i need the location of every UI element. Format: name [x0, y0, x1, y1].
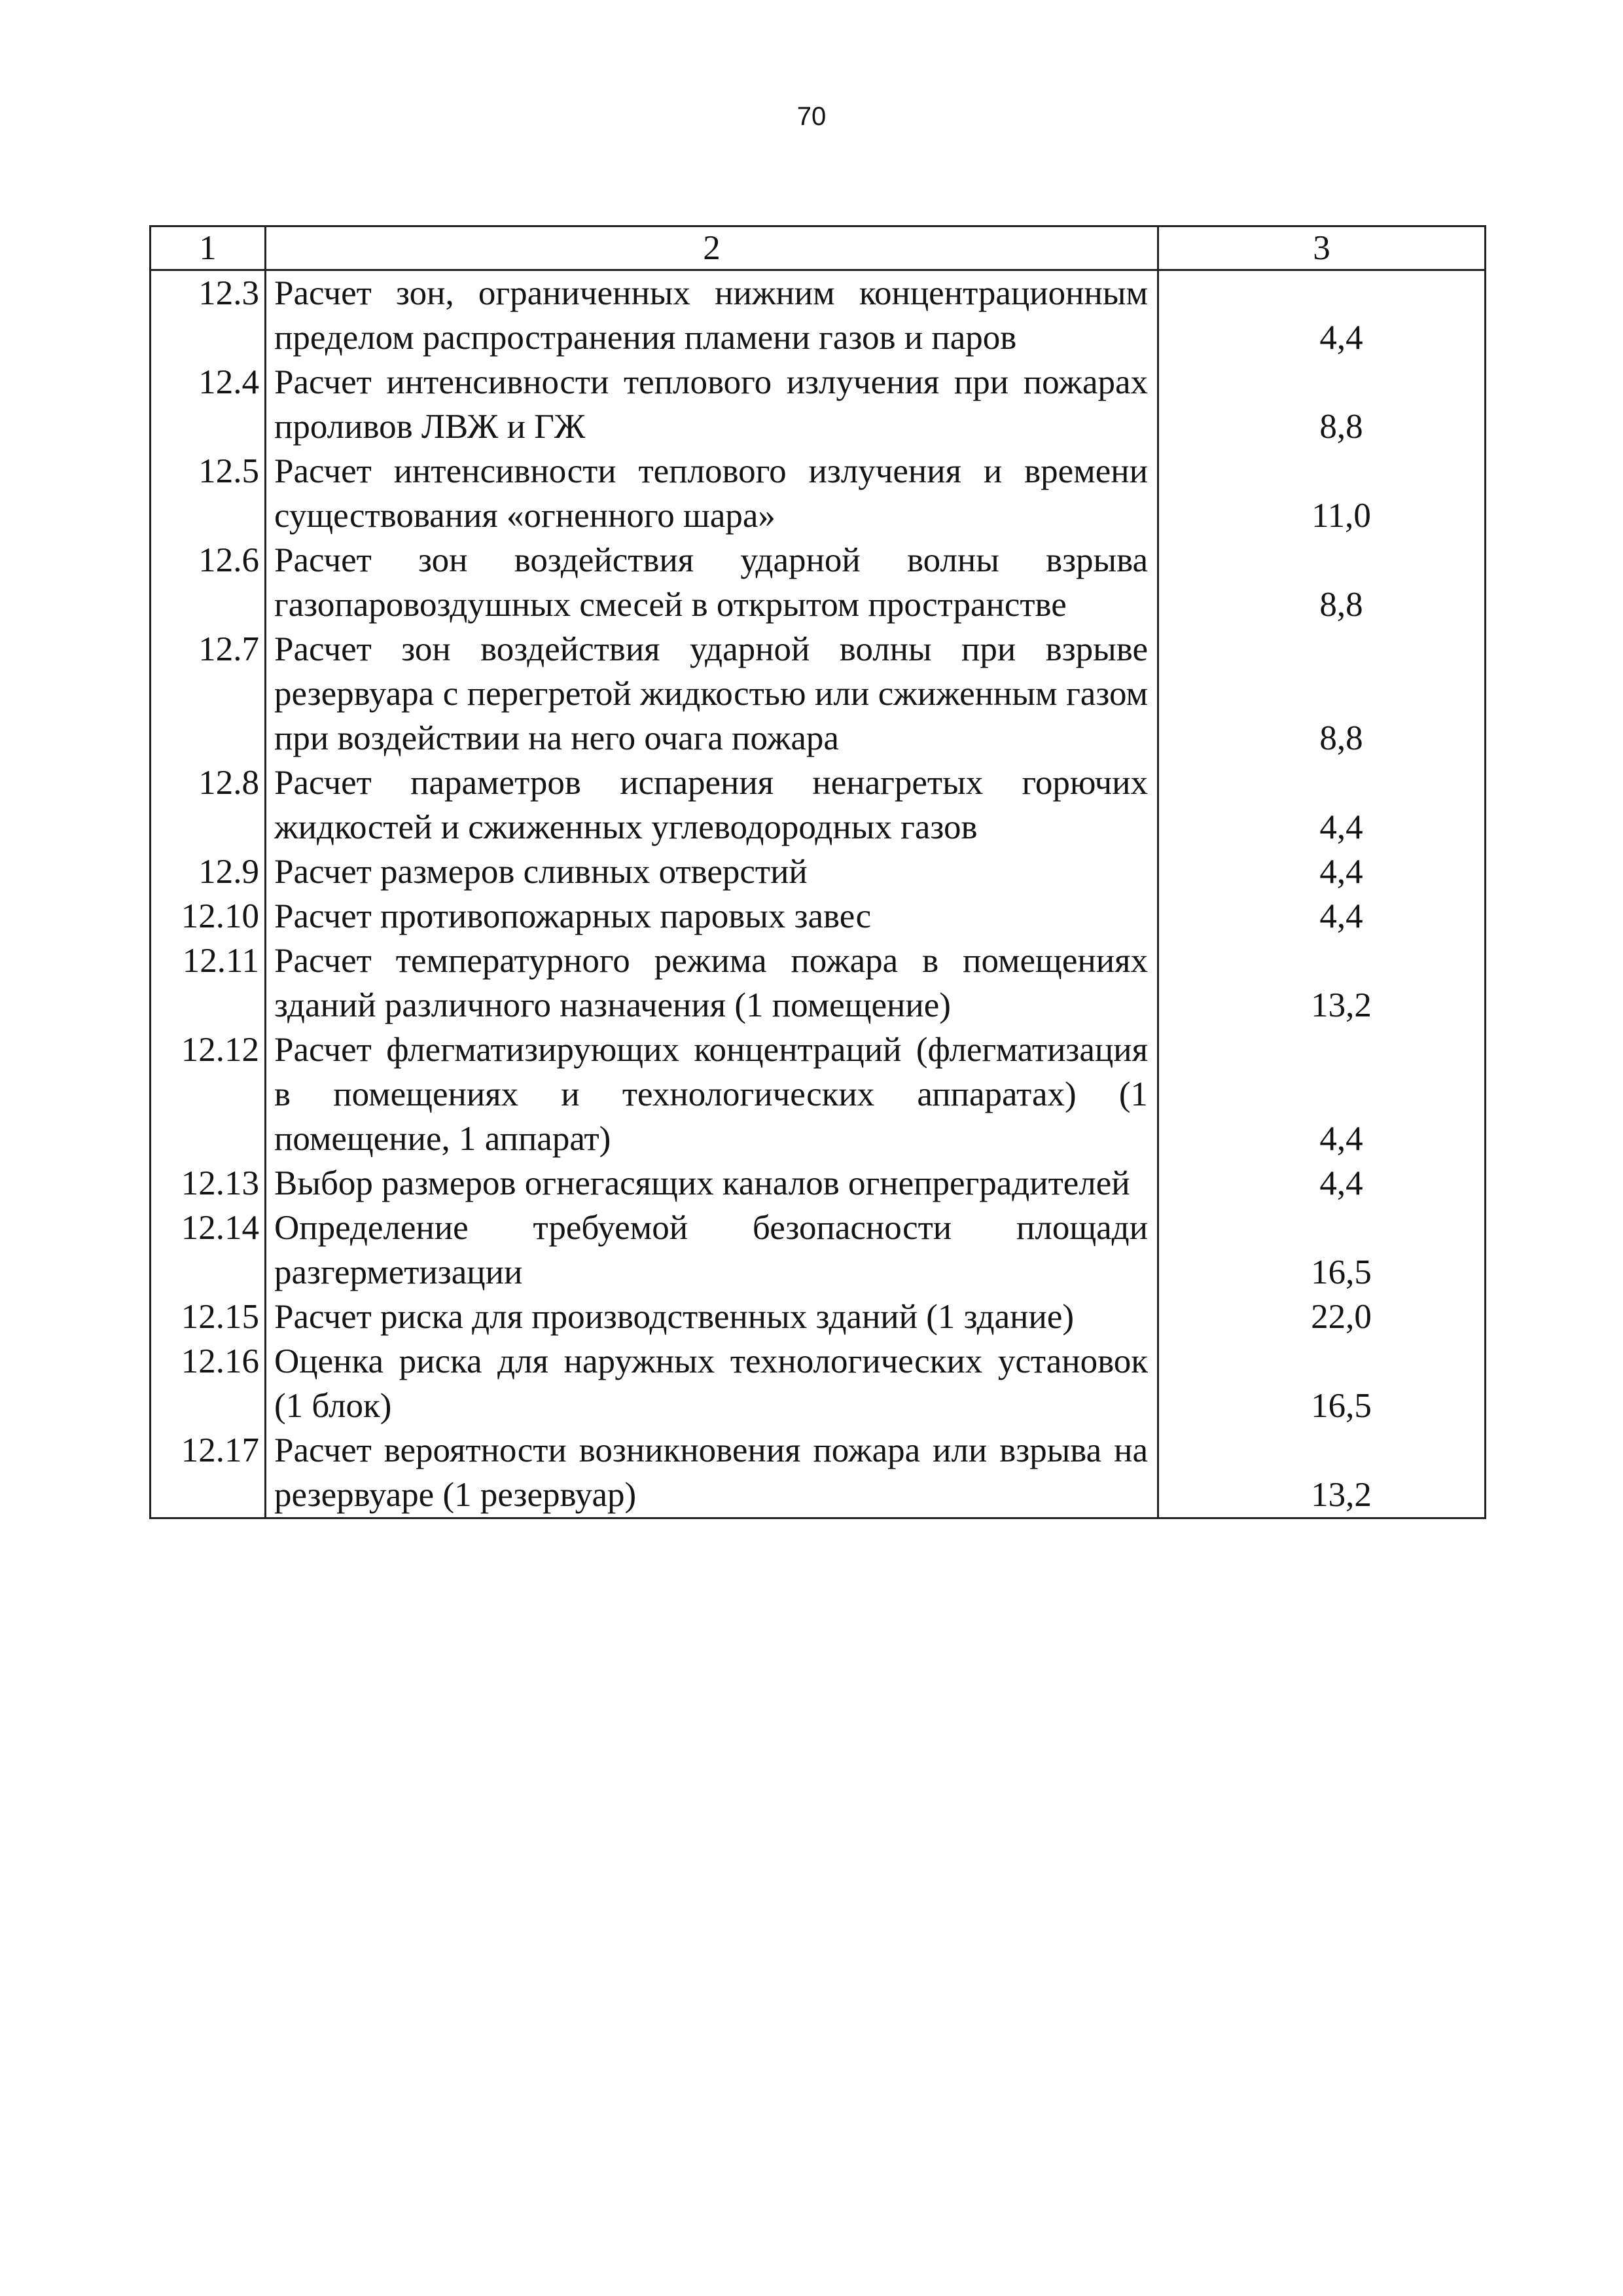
table-row: [151, 1339, 1486, 1428]
row-name: Расчет противопожарных паровых завес: [266, 894, 1158, 939]
row-number: 12.9: [151, 850, 266, 894]
row-number: 12.5: [151, 449, 266, 538]
row-name: Расчет температурного режима пожара в помещениях зданий различного назначения (1 помещение): [266, 939, 1158, 1028]
row-name: Расчет флегматизирующих концентраций (флегматизация в помещениях и технологических аппаратах) (1 помещение, 1 аппарат): [266, 1028, 1158, 1161]
row-number: 12.15: [151, 1295, 266, 1339]
row-value: 4,4: [1158, 761, 1486, 850]
row-value: 13,2: [1158, 1428, 1486, 1518]
row-number: 12.3: [151, 270, 266, 361]
row-number: 12.17: [151, 1428, 266, 1518]
row-name: Расчет зон воздействия ударной волны при взрыве резервуара с перегретой жидкостью или сжиженным газом при воздействии на него очага пожара: [266, 627, 1158, 761]
column-header-name: 2: [266, 226, 1158, 270]
row-value: 8,8: [1158, 538, 1486, 627]
row-name: Расчет интенсивности теплового излучения и времени существования «огненного шара»: [266, 449, 1158, 538]
row-number: 12.6: [151, 538, 266, 627]
row-number: 12.11: [151, 939, 266, 1028]
table-row: [151, 850, 1486, 894]
row-value: 22,0: [1158, 1295, 1486, 1339]
row-value: 4,4: [1158, 1028, 1486, 1161]
row-value: 4,4: [1158, 1161, 1486, 1206]
row-number: 12.10: [151, 894, 266, 939]
row-name: Оценка риска для наружных технологических установок (1 блок): [266, 1339, 1158, 1428]
row-name: Расчет параметров испарения ненагретых горючих жидкостей и сжиженных углеводородных газов: [266, 761, 1158, 850]
table-row: [151, 1028, 1486, 1161]
row-value: 4,4: [1158, 270, 1486, 361]
row-name: Определение требуемой безопасности площади разгерметизации: [266, 1206, 1158, 1295]
column-header-number: 1: [151, 226, 266, 270]
table-row: [151, 894, 1486, 939]
row-name: Расчет зон, ограниченных нижним концентрационным пределом распространения пламени газов и паров: [266, 270, 1158, 361]
table-row: [151, 1295, 1486, 1339]
row-number: 12.8: [151, 761, 266, 850]
table-row: [151, 761, 1486, 850]
row-value: 4,4: [1158, 894, 1486, 939]
row-value: 8,8: [1158, 627, 1486, 761]
row-name: Расчет размеров сливных отверстий: [266, 850, 1158, 894]
table-row: [151, 939, 1486, 1028]
row-value: 4,4: [1158, 850, 1486, 894]
row-number: 12.4: [151, 360, 266, 449]
row-value: 13,2: [1158, 939, 1486, 1028]
table-row: [151, 1206, 1486, 1295]
page-number: 70: [796, 102, 827, 131]
price-table: [149, 225, 1486, 1519]
table-row: [151, 449, 1486, 538]
table-body: [151, 270, 1486, 1518]
table-row: [151, 627, 1486, 761]
row-name: Расчет зон воздействия ударной волны взрыва газопаровоздушных смесей в открытом пространстве: [266, 538, 1158, 627]
table-row: [151, 1161, 1486, 1206]
table-header: [151, 226, 1486, 270]
row-number: 12.13: [151, 1161, 266, 1206]
table-row: [151, 538, 1486, 627]
header-row: [151, 226, 1486, 270]
row-value: 11,0: [1158, 449, 1486, 538]
row-name: Расчет интенсивности теплового излучения при пожарах проливов ЛВЖ и ГЖ: [266, 360, 1158, 449]
table-row: [151, 270, 1486, 361]
table-row: [151, 360, 1486, 449]
column-header-value: 3: [1158, 226, 1486, 270]
row-number: 12.14: [151, 1206, 266, 1295]
row-number: 12.12: [151, 1028, 266, 1161]
row-value: 16,5: [1158, 1339, 1486, 1428]
row-value: 16,5: [1158, 1206, 1486, 1295]
table-row: [151, 1428, 1486, 1518]
row-number: 12.7: [151, 627, 266, 761]
row-name: Расчет вероятности возникновения пожара или взрыва на резервуаре (1 резервуар): [266, 1428, 1158, 1518]
row-value: 8,8: [1158, 360, 1486, 449]
row-number: 12.16: [151, 1339, 266, 1428]
row-name: Выбор размеров огнегасящих каналов огнепреградителей: [266, 1161, 1158, 1206]
row-name: Расчет риска для производственных зданий (1 здание): [266, 1295, 1158, 1339]
